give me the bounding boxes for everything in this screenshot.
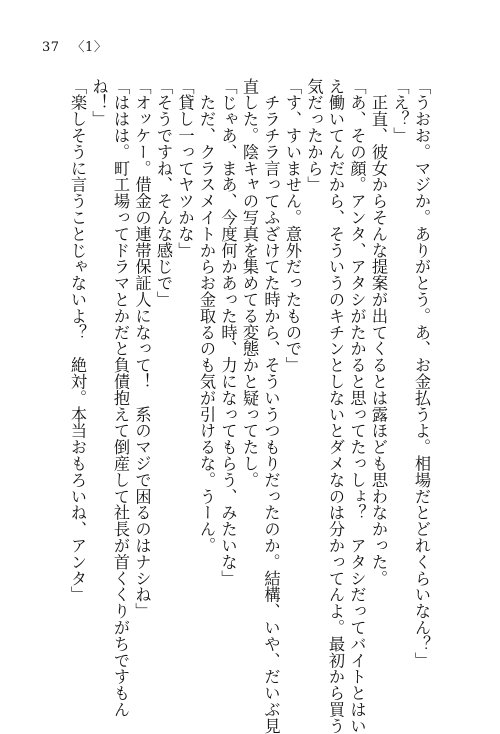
text-line: 「え？」: [390, 78, 410, 144]
text-line: え働いてんだから、そういうのキチンとしないとダメなのは分かってんよ。最初から買う: [326, 78, 345, 734]
text-line: 「オッケー。借金の連帯保証人になって！ 系のマジで困るのはナシね」: [132, 78, 152, 620]
text-line: 「あ、その顔。アンタ、アタシがたかると思ってたっしょ？ アタシだってバイトとはい: [347, 78, 367, 734]
body-text: [67, 78, 433, 734]
text-line: 正直、彼女からそんな提案が出てくるとは露ほども思わなかった。: [369, 78, 388, 587]
text-line: 「楽しそうに言うことじゃないよ？ 絶対。本当おもろいね、アンタ」: [68, 78, 87, 603]
text-line: 「うおお。マジか。ありがとう。あ、お金払うよ。相場だとどれくらいなん？」: [412, 78, 431, 669]
text-line: ね！」: [89, 78, 109, 128]
running-header: [42, 36, 107, 55]
text-line: 「貸し一ってヤツかな」: [175, 78, 195, 259]
text-line: ただ、クラスメイトからお金取るのも気が引けるな。うーん。: [197, 78, 216, 554]
text-line: 直した。陰キャの写真を集めてる変態かと疑ってたし。: [240, 78, 259, 488]
text-line: 「じゃあ、まあ、今度何かあった時、力になってもらう、みたいな」: [218, 78, 238, 587]
text-line: 「ははは。町工場ってドラマとかだと負債抱えて倒産して社長が首くくりがちですもん: [111, 78, 130, 718]
text-line: 気だったから」: [304, 78, 324, 193]
chapter-marker: 〈1〉: [71, 40, 108, 55]
text-line: 「す、すいません。意外だったもので」: [283, 78, 302, 374]
text-line: チラチラ言ってふざけてた時から、そういうつもりだったのか。結構、いや、だいぶ見: [261, 78, 281, 734]
page-number: 37: [42, 40, 60, 55]
text-line: 「そうですね、そんな感じで」: [154, 78, 173, 308]
